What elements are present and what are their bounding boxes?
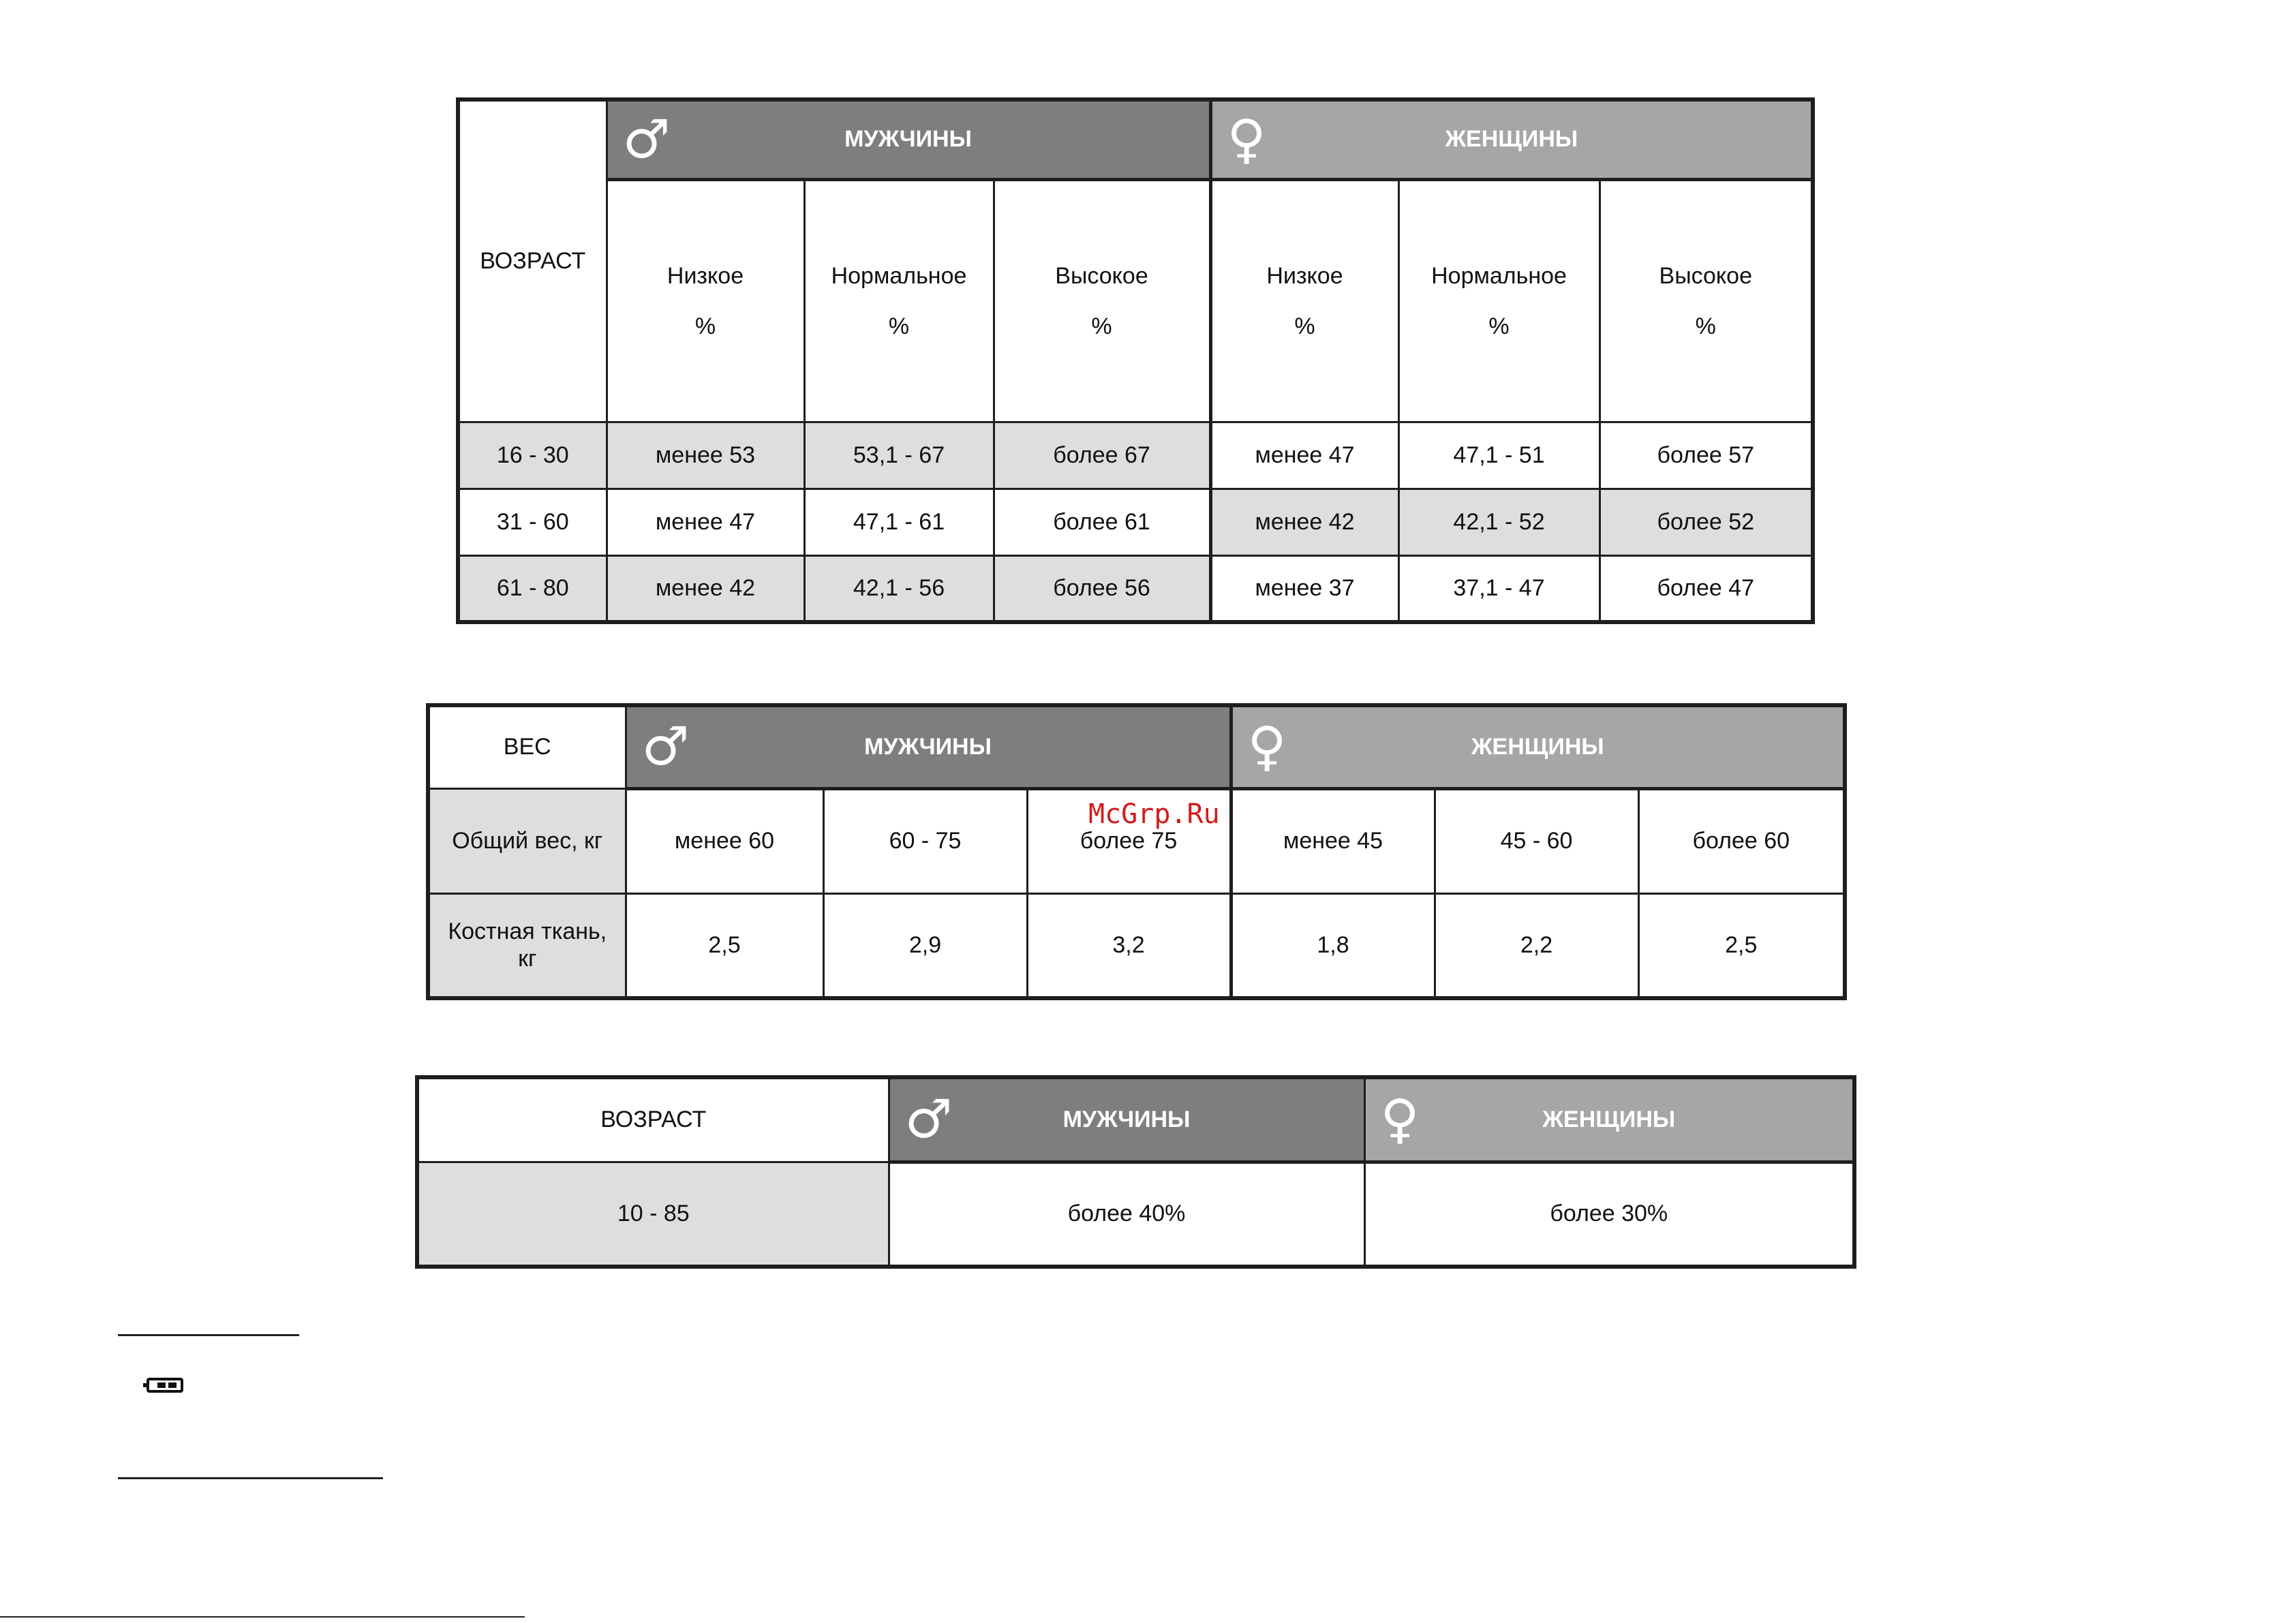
value-cell: 47,1 - 61	[804, 489, 994, 555]
age-range-table	[415, 1075, 1856, 1269]
value-cell: 42,1 - 56	[804, 555, 994, 622]
value-cell: 2,2	[1435, 893, 1638, 998]
value-cell: 45 - 60	[1435, 788, 1638, 893]
women-header	[1210, 99, 1813, 179]
age-header: ВОЗРАСТ	[417, 1077, 889, 1162]
table-row	[458, 489, 1813, 555]
value-cell: более 60	[1638, 788, 1845, 893]
value-cell: 60 - 75	[823, 788, 1027, 893]
table-row	[458, 555, 1813, 622]
table-row	[458, 422, 1813, 489]
divider-line	[118, 1477, 383, 1479]
women-header-label: ЖЕНЩИНЫ	[1471, 733, 1604, 760]
column-header: Низкое %	[607, 179, 804, 422]
women-header-label: ЖЕНЩИНЫ	[1542, 1106, 1676, 1132]
column-header: Высокое %	[1599, 179, 1813, 422]
value-cell: более 40%	[889, 1162, 1364, 1267]
value-cell: более 75	[1027, 788, 1231, 893]
men-header	[626, 705, 1231, 788]
age-header: ВОЗРАСТ	[458, 99, 607, 422]
value-cell: 1,8	[1231, 893, 1435, 998]
value-cell: менее 37	[1210, 555, 1398, 622]
divider-line	[118, 1334, 299, 1336]
value-cell: 47,1 - 51	[1398, 422, 1599, 489]
female-symbol-icon: ♀	[1247, 716, 1287, 778]
row-label: Общий вес, кг	[428, 788, 626, 893]
age-cell: 16 - 30	[458, 422, 607, 489]
watermark-text: McGrp.Ru	[1088, 799, 1220, 830]
age-cell: 61 - 80	[458, 555, 607, 622]
column-header: Низкое %	[1210, 179, 1398, 422]
value-cell: менее 42	[607, 555, 804, 622]
weight-header: ВЕС	[428, 705, 626, 788]
women-header-label: ЖЕНЩИНЫ	[1445, 126, 1578, 153]
value-cell: более 56	[994, 555, 1210, 622]
column-header: Нормальное %	[804, 179, 994, 422]
value-cell: 53,1 - 67	[804, 422, 994, 489]
men-header	[889, 1077, 1364, 1162]
body-percentage-table	[456, 97, 1815, 624]
women-header	[1231, 705, 1845, 788]
value-cell: более 61	[994, 489, 1210, 555]
value-cell: менее 60	[626, 788, 823, 893]
female-symbol-icon: ♀	[1380, 1089, 1420, 1151]
men-header	[607, 99, 1210, 179]
value-cell: 2,5	[1638, 893, 1845, 998]
value-cell: менее 42	[1210, 489, 1398, 555]
battery-icon	[147, 1378, 183, 1393]
value-cell: 2,9	[823, 893, 1027, 998]
value-cell: более 57	[1599, 422, 1813, 489]
age-cell: 31 - 60	[458, 489, 607, 555]
value-cell: менее 53	[607, 422, 804, 489]
value-cell: 2,5	[626, 893, 823, 998]
men-header-label: МУЖЧИНЫ	[1062, 1106, 1191, 1132]
row-label: Костная ткань, кг	[428, 893, 626, 998]
value-cell: менее 47	[607, 489, 804, 555]
female-symbol-icon: ♀	[1227, 108, 1266, 170]
women-header	[1364, 1077, 1854, 1162]
value-cell: более 52	[1599, 489, 1813, 555]
male-symbol-icon: ♂	[622, 108, 671, 170]
column-header: Нормальное %	[1398, 179, 1599, 422]
value-cell: более 67	[994, 422, 1210, 489]
value-cell: менее 47	[1210, 422, 1398, 489]
value-cell: более 47	[1599, 555, 1813, 622]
weight-table	[426, 703, 1847, 1000]
value-cell: 42,1 - 52	[1398, 489, 1599, 555]
age-cell: 10 - 85	[417, 1162, 889, 1267]
value-cell: 37,1 - 47	[1398, 555, 1599, 622]
column-header: Высокое %	[994, 179, 1210, 422]
male-symbol-icon: ♂	[641, 716, 690, 778]
value-cell: более 30%	[1364, 1162, 1854, 1267]
divider-line	[0, 1616, 525, 1618]
men-header-label: МУЖЧИНЫ	[844, 126, 972, 153]
men-header-label: МУЖЧИНЫ	[864, 733, 992, 760]
value-cell: менее 45	[1231, 788, 1435, 893]
table-row	[428, 893, 1845, 998]
table-row	[417, 1162, 1854, 1267]
male-symbol-icon: ♂	[904, 1089, 953, 1151]
value-cell: 3,2	[1027, 893, 1231, 998]
